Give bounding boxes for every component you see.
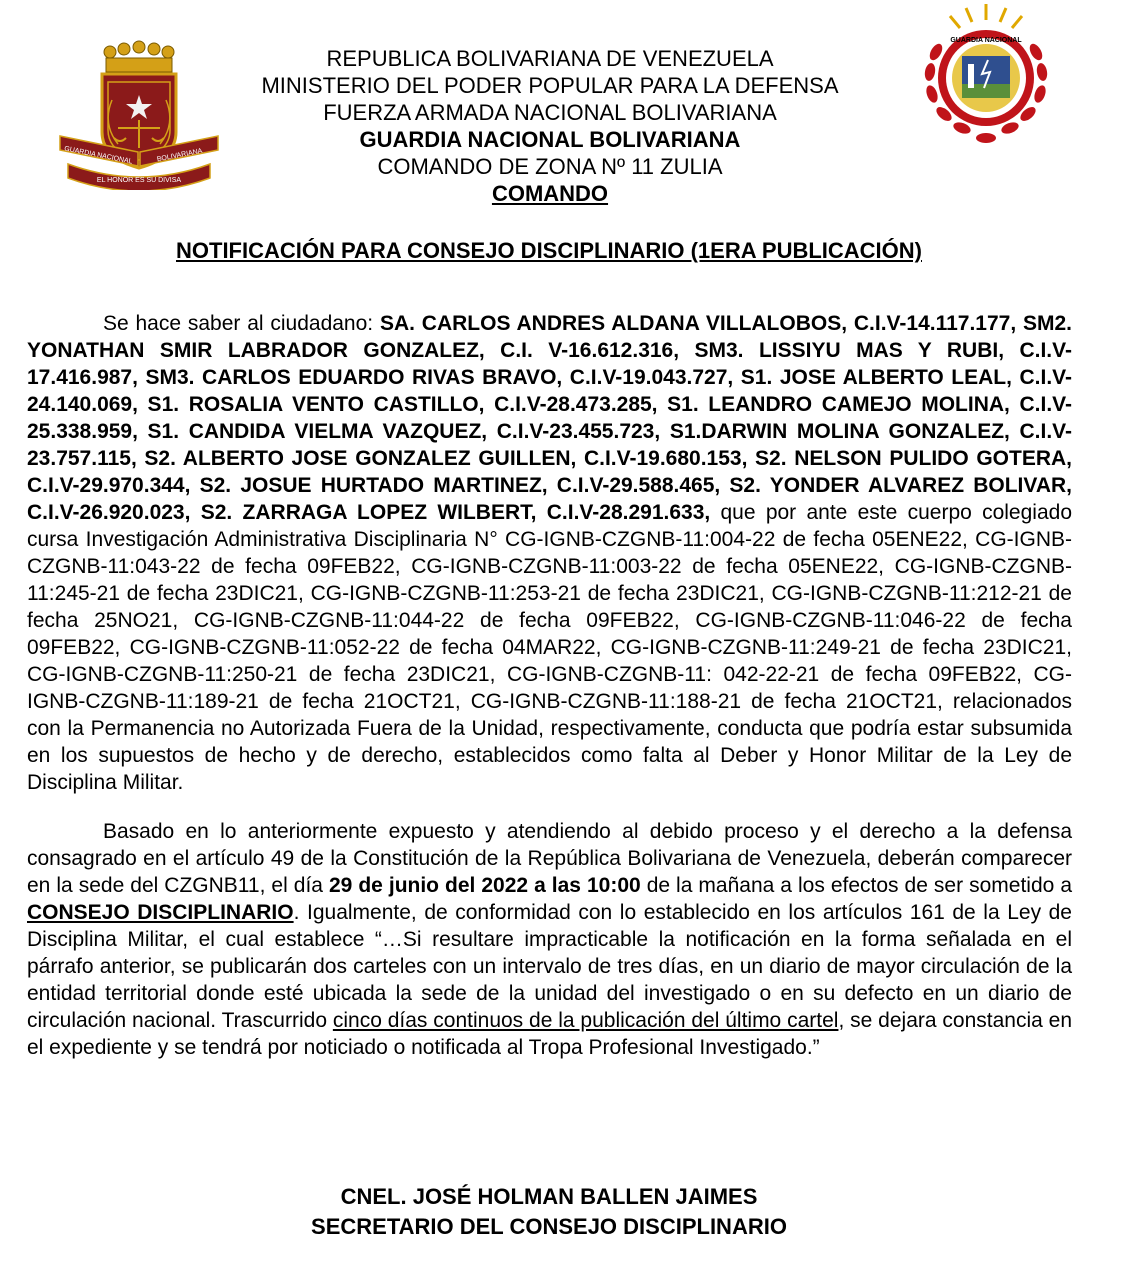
- header-zone: COMANDO DE ZONA Nº 11 ZULIA: [377, 154, 723, 179]
- summons-text-a: Basado en lo anteriormente expuesto y atendiendo al debido proceso y el derecho a la defensa consagrado en el artículo 49 de la Constitución de la República Bolivariana de Venezuela, deberán comparecer en la sede del CZGNB11, el día: [27, 820, 1072, 897]
- comando-zona-11-seal-icon: [916, 2, 1056, 148]
- guardia-nacional-shield-icon: [58, 40, 220, 190]
- header-republic: REPUBLICA BOLIVARIANA DE VENEZUELA: [326, 46, 774, 71]
- signatory-role: SECRETARIO DEL CONSEJO DISCIPLINARIO: [311, 1214, 787, 1239]
- hearing-date: 29 de junio del 2022 a las 10:00: [328, 874, 641, 897]
- notice-investigations: que por ante este cuerpo colegiado cursa Investigación Administrativa Disciplinaria N° CG-IGNB-CZGNB-11:004-22 de fecha 05ENE22, CG-IGNB-CZGNB-11:043-22 de fecha 09FEB22, CG-IGNB-CZGNB-11:003-22 de fecha 05ENE22, CG-IGNB-CZGNB-11:245-21 de fecha 23DIC21, CG-IGNB-CZGNB-11:253-21 de fecha 23DIC21, CG-IGNB-CZGNB-11:212-21 de fecha 25NO21, CG-IGNB-CZGNB-11:044-22 de fecha 09FEB22, CG-IGNB-CZGNB-11:046-22 de fecha 09FEB22, CG-IGNB-CZGNB-11:052-22 de fecha 04MAR22, CG-IGNB-CZGNB-11:249-21 de fecha 23DIC21, CG-IGNB-CZGNB-11:250-21 de fecha 23DIC21, CG-IGNB-CZGNB-11: 042-22-21 de fecha 09FEB22, CG-IGNB-CZGNB-11:189-21 de fecha 21OCT21, CG-IGNB-CZGNB-11:188-21 de fecha 21OCT21, relacionados con la Permanencia no Autorizada Fuera de la Unidad, respectivamente, conducta que podría estar subsumida en los supuestos de hecho y de derecho, establecidos como falta al Deber y Honor Militar de la Ley de Disciplina Militar.: [27, 501, 1072, 794]
- publication-period: cinco días continuos de la publicación del último cartel: [332, 1009, 839, 1032]
- notified-persons: SA. CARLOS ANDRES ALDANA VILLALOBOS, C.I.V-14.117.177, SM2. YONATHAN SMIR LABRADOR GONZALEZ, C.I. V-16.612.316, SM3. LISSIYU MAS Y RUBI, C.I.V-17.416.987, SM3. CARLOS EDUARDO RIVAS BRAVO, C.I.V-19.043.727, S1. JOSE ALBERTO LEAL, C.I.V-24.140.069, S1. ROSALIA VENTO CASTILLO, C.I.V-28.473.285, S1. LEANDRO CAMEJO MOLINA, C.I.V-25.338.959, S1. CANDIDA VIELMA VAZQUEZ, C.I.V-23.455.723, S1.DARWIN MOLINA GONZALEZ, C.I.V-23.757.115, S2. ALBERTO JOSE GONZALEZ GUILLEN, C.I.V-19.680.153, S2. NELSON PULIDO GOTERA, C.I.V-29.970.344, S2. JOSUE HURTADO MARTINEZ, C.I.V-29.588.465, S2. YONDER ALVAREZ BOLIVAR, C.I.V-26.920.023, S2. ZARRAGA LOPEZ WILBERT, C.I.V-28.291.633,: [27, 312, 1072, 524]
- notification-body: [27, 310, 1072, 1061]
- summons-text-d: , se dejara constancia en el expediente y se tendrá por noticiado o notificada al Tropa Profesional Investigado.”: [27, 1009, 1072, 1059]
- header-gnb: GUARDIA NACIONAL BOLIVARIANA: [359, 127, 741, 152]
- svg-text:EL HONOR ES SU DIVISA: EL HONOR ES SU DIVISA: [96, 177, 182, 184]
- header-ministry: MINISTERIO DEL PODER POPULAR PARA LA DEFENSA: [261, 73, 839, 98]
- consejo-disciplinario-label: CONSEJO DISCIPLINARIO: [27, 901, 294, 924]
- signatory-name: CNEL. JOSÉ HOLMAN BALLEN JAIMES: [340, 1184, 758, 1209]
- letterhead: [230, 45, 870, 207]
- svg-text:GUARDIA NACIONAL: GUARDIA NACIONAL: [950, 37, 1022, 44]
- summons-text-c: . Igualmente, de conformidad con lo establecido en los artículos 161 de la Ley de Disciplina Militar, el cual establece “…Si resultare impracticable la notificación en la forma señalada en el párrafo anterior, se publicarán dos carteles con un intervalo de tres días, en un diario de mayor circulación de la entidad territorial donde esté ubicada la sede de la unidad del investigado o en su defecto en un diario de circulación nacional. Trascurrido: [27, 901, 1072, 1032]
- header-fanb: FUERZA ARMADA NACIONAL BOLIVARIANA: [323, 100, 777, 125]
- notice-intro: Se hace saber al ciudadano:: [103, 312, 380, 335]
- document-title: NOTIFICACIÓN PARA CONSEJO DISCIPLINARIO (1ERA PUBLICACIÓN): [176, 238, 922, 263]
- signature-block: [0, 1182, 1098, 1242]
- svg-text:GUARDIA NACIONAL: GUARDIA NACIONAL: [63, 145, 133, 166]
- paragraph-summons: [27, 818, 1072, 1061]
- paragraph-notice: [27, 310, 1072, 796]
- summons-text-b: de la mañana a los efectos de ser sometido a: [640, 874, 1072, 897]
- header-comando: COMANDO: [491, 181, 609, 206]
- svg-text:BOLIVARIANA: BOLIVARIANA: [156, 147, 204, 164]
